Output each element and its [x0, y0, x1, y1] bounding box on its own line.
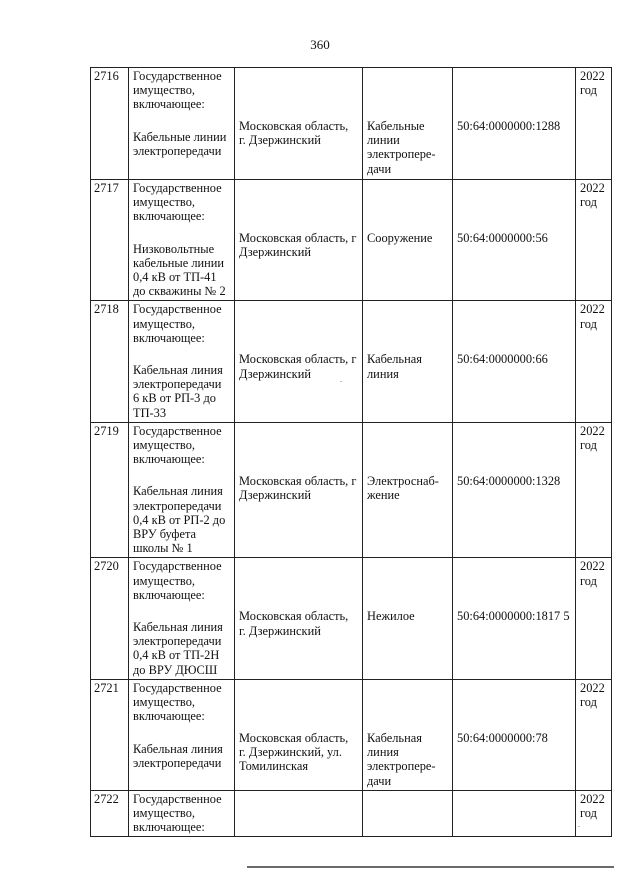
year-cell [576, 558, 612, 679]
row-number: 2719 [91, 422, 129, 558]
year-text: 2022 год [580, 181, 605, 210]
address-text: Московская область, г Дзержинский [239, 352, 357, 381]
address-text: Московская область, г. Дзержинский [239, 119, 349, 148]
bottom-rule [247, 866, 614, 868]
object-type-cell [363, 301, 453, 422]
year-text: 2022 год [580, 680, 605, 710]
address-cell [235, 422, 363, 558]
cadastral-number: 50:64:0000000:66 [457, 352, 548, 367]
row-number: 2721 [91, 679, 129, 790]
year-text: 2022 год [580, 791, 605, 820]
address-text: Московская область, г. Дзержинский [239, 609, 349, 638]
cadastral-number: 50:64:0000000:1288 [457, 119, 561, 133]
property-group-header: Государственное имущество, включающее: [133, 302, 222, 345]
property-description [129, 301, 235, 422]
property-registry-table [90, 67, 612, 837]
object-type-text: Кабельная линия электропере-дачи [367, 730, 436, 788]
object-type-cell [363, 422, 453, 558]
table-row [91, 68, 612, 180]
year-cell [576, 301, 612, 422]
address-cell [235, 301, 363, 422]
cadastral-number: 50:64:0000000:78 [457, 730, 548, 745]
property-name: Кабельные линии электропередачи [133, 129, 227, 158]
year-text: 2022 год [580, 423, 605, 453]
object-type-text: Кабельная линия [367, 352, 422, 381]
object-type-text: Нежилое [367, 609, 415, 624]
year-cell [576, 180, 612, 301]
year-cell [576, 679, 612, 790]
address-cell [235, 790, 363, 837]
row-number: 2722 [91, 790, 129, 837]
property-description [129, 679, 235, 790]
property-group-header: Государственное имущество, включающее: [133, 791, 222, 835]
property-name: Кабельная линия электропередачи 6 кВ от РП-3 до ТП-33 [133, 363, 223, 420]
cadastral-number: 50:64:0000000:56 [457, 231, 548, 245]
property-group-header: Государственное имущество, включающее: [133, 423, 222, 467]
row-number: 2716 [91, 68, 129, 180]
property-description [129, 180, 235, 301]
page-number: 360 [310, 37, 330, 52]
row-number: 2718 [91, 301, 129, 422]
cadastral-number: 50:64:0000000:1328 [457, 473, 561, 488]
table-row [91, 558, 612, 679]
property-name: Кабельная линия электропередачи [133, 741, 223, 770]
table-row [91, 422, 612, 558]
property-description [129, 68, 235, 180]
year-text: 2022 год [580, 559, 605, 588]
row-number: 2720 [91, 558, 129, 679]
cadastral-cell [453, 301, 576, 422]
property-description [129, 422, 235, 558]
address-cell [235, 180, 363, 301]
object-type-cell [363, 180, 453, 301]
object-type-cell [363, 68, 453, 180]
address-text: Московская область, г Дзержинский [239, 473, 357, 503]
address-cell [235, 679, 363, 790]
property-description [129, 790, 235, 837]
object-type-text: Электроснаб-жение [367, 473, 439, 503]
object-type-text: Сооружение [367, 231, 433, 245]
object-type-cell [363, 790, 453, 837]
year-text: 2022 год [580, 69, 605, 98]
year-cell [576, 422, 612, 558]
cadastral-cell [453, 180, 576, 301]
address-cell [235, 558, 363, 679]
table-row [91, 180, 612, 301]
cadastral-cell [453, 679, 576, 790]
property-group-header: Государственное имущество, включающее: [133, 680, 222, 724]
object-type-cell [363, 558, 453, 679]
property-name: Кабельная линия электропередачи 0,4 кВ от ТП-2Н до ВРУ ДЮСШ [133, 620, 223, 677]
scan-speck [578, 826, 580, 827]
table-row [91, 790, 612, 837]
property-description [129, 558, 235, 679]
table-row [91, 301, 612, 422]
property-name: Низковольтные кабельные линии 0,4 кВ от ТП-41 до скважины № 2 [133, 241, 226, 299]
object-type-cell [363, 679, 453, 790]
property-name: Кабельная линия электропередачи 0,4 кВ от РП-2 до ВРУ буфета школы № 1 [133, 484, 226, 556]
cadastral-number: 50:64:0000000:1817 5 [457, 609, 570, 624]
year-cell [576, 68, 612, 180]
address-text: Московская область, г. Дзержинский, ул. Томилинская [239, 730, 349, 774]
row-number: 2717 [91, 180, 129, 301]
cadastral-cell [453, 558, 576, 679]
property-group-header: Государственное имущество, включающее: [133, 181, 222, 224]
property-group-header: Государственное имущество, включающее: [133, 559, 222, 602]
scan-speck [340, 381, 342, 382]
object-type-text: Кабельные линии электропере-дачи [367, 119, 436, 176]
address-cell [235, 68, 363, 180]
cadastral-cell [453, 790, 576, 837]
year-text: 2022 год [580, 302, 605, 331]
cadastral-cell [453, 422, 576, 558]
property-group-header: Государственное имущество, включающее: [133, 69, 222, 112]
cadastral-cell [453, 68, 576, 180]
year-cell [576, 790, 612, 837]
table-row [91, 679, 612, 790]
address-text: Московская область, г Дзержинский [239, 231, 357, 260]
